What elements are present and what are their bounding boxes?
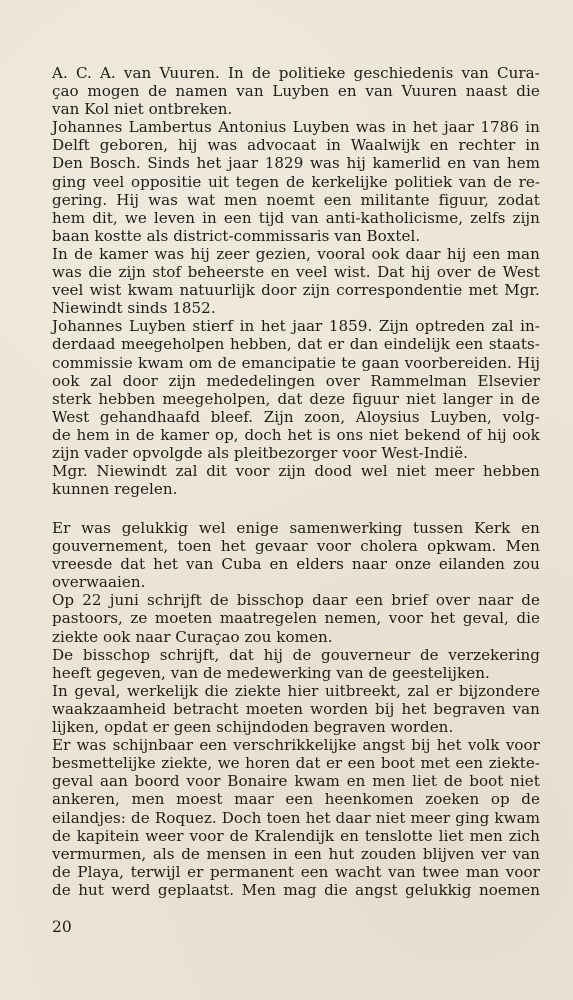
text-line: Niewindt sinds 1852.: [52, 299, 216, 318]
text-line: Johannes Luyben stierf in het jaar 1859. Zijn optreden zal in-: [52, 317, 540, 336]
text-line: Er was schijnbaar een verschrikkelijke angst bij het volk voor: [52, 736, 540, 755]
text-line: de kapitein weer voor de Kralendijk en tenslotte liet men zich: [52, 826, 540, 845]
text-line: de hut werd geplaatst. Men mag die angst gelukkig noemen: [52, 880, 540, 899]
text-line: de hem in de kamer op, doch het is ons niet bekend of hij ook: [52, 425, 540, 444]
text-line: was die zijn stof beheerste en veel wist. Dat hij over de West: [52, 263, 540, 282]
text-line: ankeren, men moest maar een heenkomen zoeken op de: [52, 790, 540, 809]
text-line: A. C. A. van Vuuren. In de politieke geschiedenis van Cura-: [52, 64, 540, 82]
text-line: Den Bosch. Sinds het jaar 1829 was hij kamerlid en van hem: [52, 154, 540, 173]
text-line: vermurmen, als de mensen in een hut zouden blijven ver van: [52, 844, 540, 863]
text-line: gering. Hij was wat men noemt een militante figuur, zodat: [52, 190, 540, 209]
text-line: gouvernement, toen het gevaar voor cholera opkwam. Men: [52, 537, 540, 556]
text-line: De bisschop schrijft, dat hij de gouverneur de verzekering: [52, 645, 540, 664]
text-line: vreesde dat het van Cuba en elders naar onze eilanden zou: [52, 555, 540, 574]
text-line: Op 22 juni schrijft de bisschop daar een brief over naar de: [52, 591, 540, 610]
text-block-1: [52, 64, 540, 498]
text-line: In de kamer was hij zeer gezien, vooral ook daar hij een man: [52, 244, 540, 263]
text-line: overwaaien.: [52, 573, 146, 592]
text-line: eilandjes: de Roquez. Doch toen het daar niet meer ging kwam: [52, 808, 540, 827]
text-line: zijn vader opvolgde als pleitbezorger voor West-Indië.: [52, 443, 468, 462]
text-line: derdaad meegeholpen hebben, dat er dan eindelijk een staats-: [52, 335, 540, 354]
text-line: kunnen regelen.: [52, 480, 178, 499]
text-line: heeft gegeven, van de medewerking van de geestelijken.: [52, 663, 490, 682]
text-line: hem dit, we leven in een tijd van anti-katholicisme, zelfs zijn: [52, 208, 540, 227]
text-line: de Playa, terwijl er permanent een wacht van twee man voor: [52, 862, 540, 881]
text-line: Er was gelukkig wel enige samenwerking tussen Kerk en: [52, 519, 540, 537]
text-line: baan kostte als district-commissaris van Boxtel.: [52, 226, 421, 245]
text-line: Delft geboren, hij was advocaat in Waalwijk en rechter in: [52, 136, 540, 155]
text-line: West gehandhaafd bleef. Zijn zoon, Aloysius Luyben, volg-: [52, 407, 540, 426]
text-line: waakzaamheid betracht moeten worden bij het begraven van: [52, 699, 540, 718]
text-line: Johannes Lambertus Antonius Luyben was in het jaar 1786 in: [52, 118, 540, 137]
text-line: veel wist kwam natuurlijk door zijn correspondentie met Mgr.: [52, 281, 540, 300]
text-line: ging veel oppositie uit tegen de kerkelijke politiek van de re-: [52, 172, 540, 191]
text-line: ziekte ook naar Curaçao zou komen.: [52, 627, 333, 646]
text-line: van Kol niet ontbreken.: [52, 100, 233, 119]
text-line: commissie kwam om de emancipatie te gaan voorbereiden. Hij: [52, 353, 540, 372]
text-line: besmettelijke ziekte, we horen dat er een boot met een ziekte-: [52, 754, 540, 773]
text-line: sterk hebben meegeholpen, dat deze figuur niet langer in de: [52, 389, 540, 408]
text-block-2: [52, 519, 540, 899]
text-line: geval aan boord voor Bonaire kwam en men liet de boot niet: [52, 772, 540, 791]
text-line: In geval, werkelijk die ziekte hier uitbreekt, zal er bijzondere: [52, 681, 540, 700]
text-line: ook zal door zijn mededelingen over Rammelman Elsevier: [52, 371, 540, 390]
page-number: 20: [52, 918, 72, 936]
text-line: pastoors, ze moeten maatregelen nemen, voor het geval, die: [52, 609, 540, 628]
text-line: Mgr. Niewindt zal dit voor zijn dood wel niet meer hebben: [52, 462, 540, 481]
text-line: çao mogen de namen van Luyben en van Vuuren naast die: [52, 82, 540, 101]
text-line: lijken, opdat er geen schijndoden begraven worden.: [52, 718, 454, 737]
